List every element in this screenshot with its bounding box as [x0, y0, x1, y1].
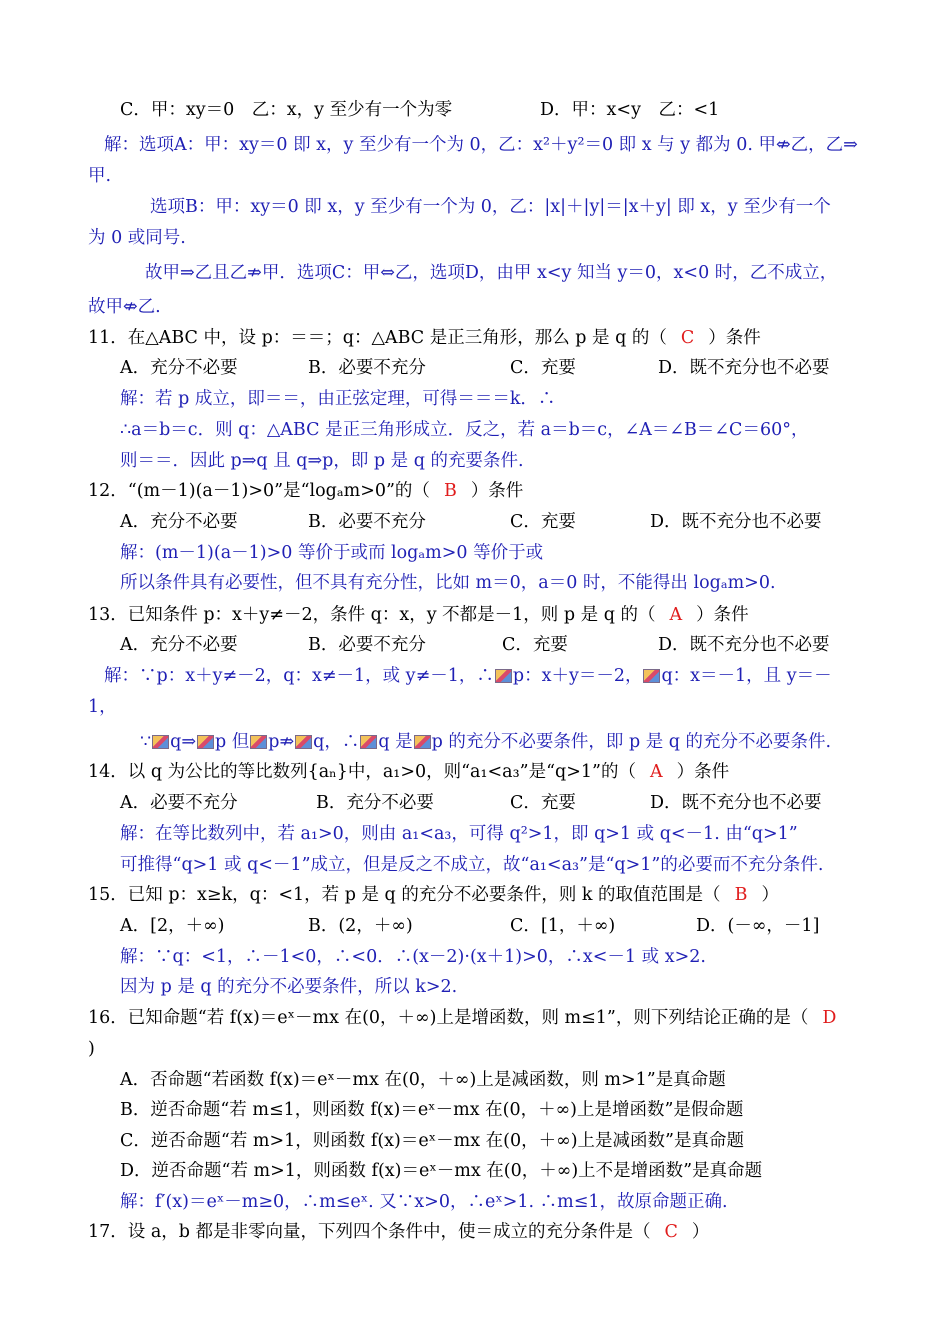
q14-option-c: C．充要 [510, 793, 576, 813]
q12-tail: ）条件 [470, 481, 524, 501]
q15-tail: ） [761, 885, 779, 905]
q14-option-a: A．必要不充分 [120, 793, 238, 813]
q16-solution: 解：f′(x)＝eˣ－m≥0，∴m≤eˣ. 又∵x>0，∴eˣ>1. ∴m≤1，故原命题正确. [120, 1192, 728, 1212]
q13-solution-line-1 [104, 664, 832, 688]
q15-option-b: B．(2，＋∞) [308, 916, 413, 936]
q12-solution-line-2: 所以条件具有必要性，但不具有充分性，比如 m＝0，a＝0 时，不能得出 logₐm>0. [120, 573, 776, 593]
formula-image-icon [152, 735, 169, 749]
q12-option-d: D．既不充分也不必要 [650, 512, 822, 532]
q13-option-d: D．既不充分也不必要 [658, 635, 830, 655]
q13-answer: A [669, 605, 683, 625]
q17-text: 17．设 a，b 都是非零向量，下列四个条件中，使＝成立的充分条件是（ [88, 1222, 651, 1242]
q10-solution-line-4: 为 0 或同号. [88, 228, 186, 248]
q13-sol-3g: p 的充分不必要条件，即 p 是 q 的充分不必要条件. [431, 732, 832, 752]
q10-solution-line-6: 故甲⇎乙. [88, 297, 161, 317]
q11-option-c: C．充要 [510, 358, 576, 378]
formula-image-icon [643, 669, 660, 683]
formula-image-icon [495, 669, 512, 683]
q12-solution-line-1: 解：(m－1)(a－1)>0 等价于或而 logₐm>0 等价于或 [120, 543, 544, 563]
q10-solution-line-2: 甲. [88, 166, 112, 186]
q13-solution-line-2: 1， [88, 697, 117, 717]
q13-stem [88, 603, 749, 627]
q14-text: 14．以 q 为公比的等比数列{aₙ}中，a₁>0，则“a₁<a₃”是“q>1”的（ [88, 762, 636, 782]
q11-answer: C [680, 328, 695, 348]
q14-option-b: B．充分不必要 [316, 793, 434, 813]
q15-option-c: C．[1，＋∞) [510, 916, 616, 936]
q17-stem [88, 1220, 709, 1244]
q10-solution-line-5: 故甲⇒乙且乙⇏甲．选项C：甲⇔乙，选项D，由甲 x<y 知当 y＝0，x<0 时，乙不成立， [145, 263, 838, 283]
q13-sol-3c: p 但 [215, 732, 250, 752]
q13-sol-1a: 解：∵p：x＋y≠－2，q：x≠－1，或 y≠－1，∴ [104, 666, 494, 686]
q12-option-c: C．充要 [510, 512, 576, 532]
q13-tail: ）条件 [696, 605, 749, 625]
q16-text: 16．已知命题“若 f(x)＝eˣ－mx 在(0，＋∞)上是增函数，则 m≤1”，则下列结论正确的是（ [88, 1008, 809, 1028]
q16-option-a: A．否命题“若函数 f(x)＝eˣ－mx 在(0，＋∞)上是减函数，则 m>1”是真命题 [120, 1070, 726, 1090]
q13-option-a: A．充分不必要 [120, 635, 238, 655]
q11-solution-line-1: 解：若 p 成立，即＝＝，由正弦定理，可得＝＝＝k．∴ [120, 389, 556, 409]
q10-solution-line-3: 选项B：甲：xy＝0 即 x，y 至少有一个为 0，乙：|x|＋|y|＝|x＋y| 即 x，y 至少有一个 [150, 197, 831, 217]
q11-solution-line-3: 则＝＝．因此 p⇒q 且 q⇒p，即 p 是 q 的充要条件. [120, 451, 524, 471]
q12-answer: B [443, 481, 457, 501]
q13-sol-3d: p⇏ [268, 732, 295, 752]
q16-option-b: B．逆否命题“若 m≤1，则函数 f(x)＝eˣ－mx 在(0，＋∞)上是增函数”是假命题 [120, 1100, 744, 1120]
q11-text: 11．在△ABC 中，设 p：＝＝；q：△ABC 是正三角形，那么 p 是 q 的（ [88, 328, 667, 348]
formula-image-icon [295, 735, 312, 749]
q12-text: 12．“(m－1)(a－1)>0”是“logₐm>0”的（ [88, 481, 430, 501]
formula-image-icon [360, 735, 377, 749]
q12-option-a: A．充分不必要 [120, 512, 238, 532]
q13-sol-3a: ∵ [140, 732, 152, 752]
q13-sol-3b: q⇒ [170, 732, 197, 752]
q13-option-c: C．充要 [502, 635, 568, 655]
q13-option-b: B．必要不充分 [308, 635, 426, 655]
q15-option-a: A．[2，＋∞) [120, 916, 225, 936]
q14-answer: A [649, 762, 663, 782]
q11-stem [88, 326, 761, 350]
q16-stem [88, 1006, 836, 1030]
q16-answer: D [822, 1008, 837, 1028]
q13-text: 13．已知条件 p：x＋y≠－2，条件 q：x，y 不都是－1，则 p 是 q 的（ [88, 605, 656, 625]
q15-answer: B [734, 885, 748, 905]
q11-option-b: B．必要不充分 [308, 358, 426, 378]
q15-text: 15．已知 p：x≥k，q：<1，若 p 是 q 的充分不必要条件，则 k 的取值范围是（ [88, 885, 721, 905]
q17-tail: ） [691, 1222, 710, 1242]
q10-option-c: C．甲：xy＝0 乙：x，y 至少有一个为零 [120, 100, 453, 120]
q14-stem [88, 760, 729, 784]
q14-solution-line-2: 可推得“q>1 或 q<－1”成立，但是反之不成立，故“a₁<a₃”是“q>1”的必要而不充分条件. [120, 855, 824, 875]
q16-option-c: C．逆否命题“若 m>1，则函数 f(x)＝eˣ－mx 在(0，＋∞)上是减函数”是真命题 [120, 1131, 744, 1151]
q14-option-d: D．既不充分也不必要 [650, 793, 822, 813]
q13-sol-3e: q，∴ [313, 732, 360, 752]
q12-stem [88, 479, 523, 503]
q11-option-d: D．既不充分也不必要 [658, 358, 830, 378]
q14-solution-line-1: 解：在等比数列中，若 a₁>0，则由 a₁<a₃，可得 q²>1，即 q>1 或 q<－1. 由“q>1” [120, 824, 798, 844]
formula-image-icon [250, 735, 267, 749]
q13-sol-1c: q：x＝－1，且 y＝－ [661, 666, 832, 686]
formula-image-icon [197, 735, 214, 749]
q13-sol-3f: q 是 [378, 732, 413, 752]
q16-stem-tail: ) [88, 1039, 95, 1059]
q15-stem [88, 883, 779, 907]
q14-tail: ）条件 [676, 762, 730, 782]
q17-answer: C [664, 1222, 678, 1242]
q13-sol-1b: p：x＋y＝－2， [512, 666, 643, 686]
q10-option-d: D．甲：x<y 乙：<1 [540, 100, 720, 120]
q15-solution-line-1: 解：∵q：<1，∴－1<0，∴<0．∴(x－2)·(x＋1)>0，∴x<－1 或 x>2. [120, 947, 706, 967]
q11-option-a: A．充分不必要 [120, 358, 238, 378]
q15-option-d: D．(－∞，－1] [696, 916, 820, 936]
formula-image-icon [414, 735, 431, 749]
q13-solution-line-3 [140, 730, 831, 754]
q11-tail: ）条件 [708, 328, 761, 348]
q11-solution-line-2: ∴a＝b＝c．则 q：△ABC 是正三角形成立．反之，若 a＝b＝c，∠A＝∠B＝∠C＝60°， [120, 420, 809, 440]
q12-option-b: B．必要不充分 [308, 512, 426, 532]
q10-solution-line-1: 解：选项A：甲：xy＝0 即 x，y 至少有一个为 0，乙：x²＋y²＝0 即 x 与 y 都为 0. 甲⇎乙，乙⇒ [104, 135, 858, 155]
q15-solution-line-2: 因为 p 是 q 的充分不必要条件，所以 k>2. [120, 977, 458, 997]
q16-option-d: D．逆否命题“若 m>1，则函数 f(x)＝eˣ－mx 在(0，＋∞)上不是增函数”是真命题 [120, 1161, 763, 1181]
